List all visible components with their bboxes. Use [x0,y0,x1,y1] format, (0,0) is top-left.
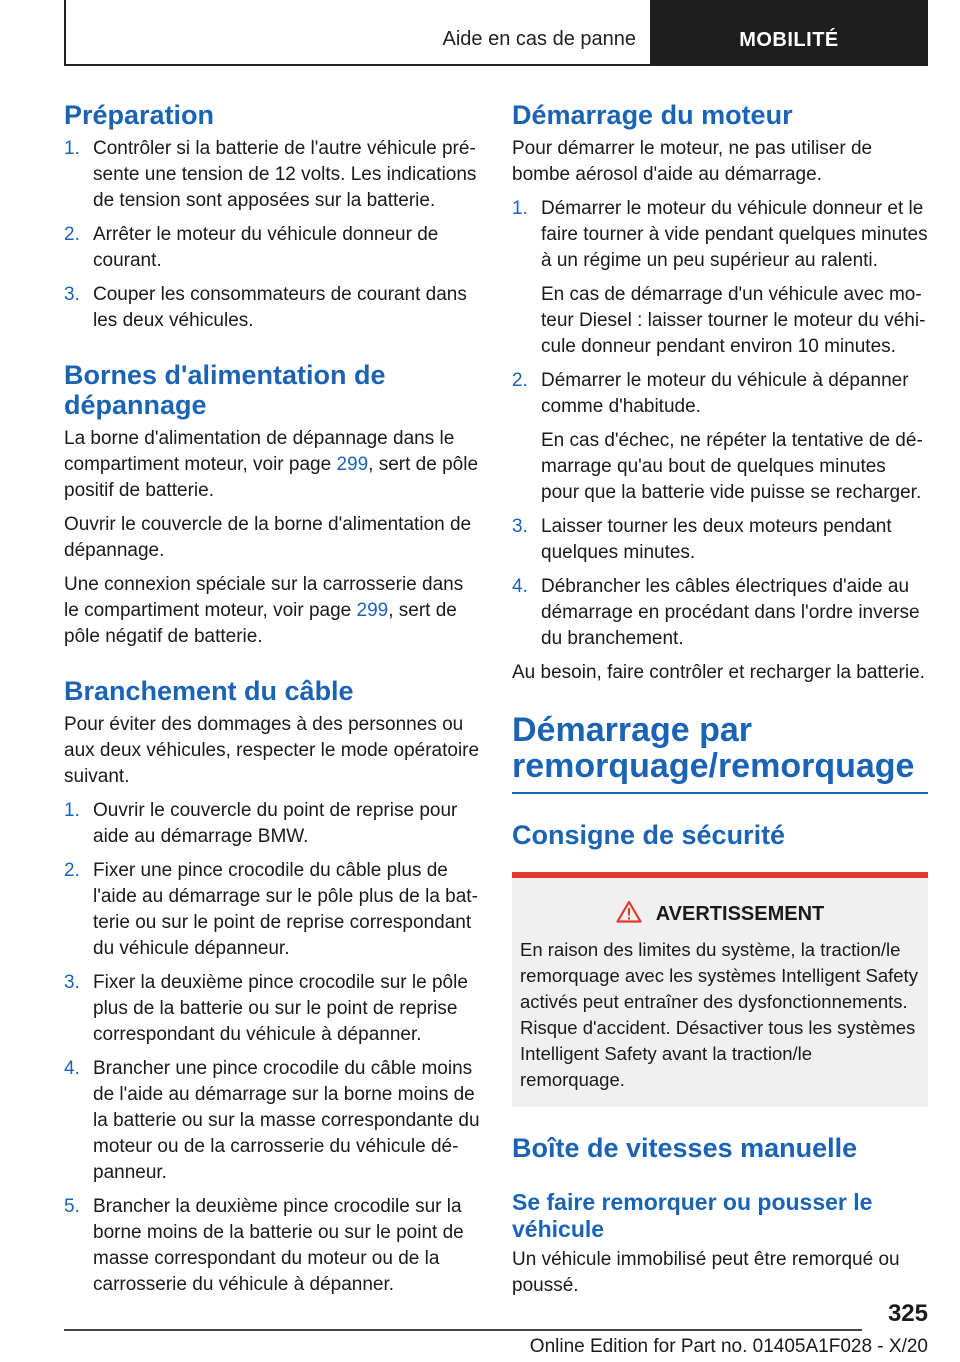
step-subtext: En cas de démarrage d'un véhicule avec moteur Diesel : laisser tourner le moteur du véhicule donneur pendant environ 10 minutes. [541,284,926,357]
heading-preparation: Préparation [64,100,215,130]
step-number: 2. [512,370,528,391]
list-item [64,136,480,214]
step-number: 5. [64,1196,80,1217]
page-header [64,0,928,66]
step-text: Débrancher les câbles électriques d'aide au démarrage en procédant dans l'ordre inverse du branchement. [541,576,920,649]
bornes-p1-text: La borne d'alimentation de dépannage dans le compartiment moteur, voir page [64,428,455,475]
step-text: Brancher la deuxième pince crocodile sur la borne moins de la batterie ou sur le point de masse correspondant du moteur ou de la carrosserie du véhicule à dépanner. [93,1196,464,1295]
heading-boite: Boîte de vitesses manuelle [512,1133,858,1163]
heading-branchement: Branchement du câble [64,676,354,706]
step-number: 2. [64,224,80,245]
list-item [64,970,480,1048]
page-link-299[interactable]: 299 [356,600,389,621]
right-column [512,100,928,1307]
boite-text: Un véhicule immobilisé peut être remorqué ou poussé. [512,1249,900,1296]
warning-header [520,900,920,929]
step-number: 1. [512,198,528,219]
step-text: Laisser tourner les deux moteurs pendant quelques minutes. [541,516,892,563]
bornes-paragraph-3 [64,572,480,650]
list-item [64,858,480,962]
heading-demarrage: Démarrage du moteur [512,100,793,130]
step-number: 3. [64,972,80,993]
bornes-p3-text: Une connexion spéciale sur la carrosserie dans le compartiment moteur, voir page [64,574,464,621]
step-text: Arrêter le moteur du véhicule donneur de courant. [93,224,439,271]
step-text: Démarrer le moteur du véhicule donneur et le faire tourner à vide pendant quelques minutes à un régime un peu supérieur au ralenti. [541,198,928,271]
left-column [64,100,480,1306]
list-item [512,574,928,652]
heading-securite: Consigne de sécurité [512,820,786,850]
list-item [512,368,928,506]
bornes-p1-text-end: , sert de pôle positif de batterie. [64,454,479,501]
step-number: 4. [64,1058,80,1079]
bornes-p3-text-end: , sert de pôle négatif de batterie. [64,600,457,647]
step-number: 4. [512,576,528,597]
demarrage-outro: Au besoin, faire contrôler et recharger la batterie. [512,662,925,683]
heading-bornes: Bornes d'alimentation de dépannage [64,360,386,420]
footer-divider [64,1329,862,1331]
list-item [512,514,928,566]
step-text: Ouvrir le couvercle du point de reprise pour aide au démarrage BMW. [93,800,458,847]
step-number: 3. [512,516,528,537]
list-item [64,1056,480,1186]
page-link-299[interactable]: 299 [336,454,369,475]
step-text: Brancher une pince crocodile du câble moins de l'aide au démarrage sur la borne moins de la batterie ou sur la masse correspondante du moteur ou de la carrosserie du véhicule dépanneur. [93,1058,480,1183]
footer-edition: Online Edition for Part no. 01405A1F028 - X/20 [529,1336,928,1357]
preparation-steps [64,136,480,334]
warning-title: AVERTISSEMENT [655,903,825,925]
branchement-steps [64,798,480,1298]
list-item [64,282,480,334]
demarrage-steps [512,196,928,652]
subheading-remorquer: Se faire remorquer ou pousser le véhicule [512,1189,873,1242]
list-item [64,1194,480,1298]
step-number: 1. [64,800,80,821]
step-number: 3. [64,284,80,305]
step-number: 2. [64,860,80,881]
header-section-box [64,0,650,66]
step-number: 1. [64,138,80,159]
header-chapter-tab [650,0,928,66]
heading-remorquage: Démarrage par remorquage/remorquage [512,712,928,794]
warning-text: En raison des limites du système, la traction/le remorquage avec les systèmes Intelligent Safety activés peut entraîner des dysfonctionnements. Risque d'accident. Désactiver tous les systèmes Intelligent Safety avant la traction/le remorquage. [520,939,918,1090]
demarrage-intro: Pour démarrer le moteur, ne pas utiliser de bombe aérosol d'aide au démarrage. [512,138,873,185]
warning-triangle-icon [616,900,642,929]
page-number: 325 [887,1300,928,1327]
bornes-paragraph-2: Ouvrir le couvercle de la borne d'alimentation de dépannage. [64,514,472,561]
header-chapter-title: MOBILITÉ [739,29,839,51]
warning-box [512,872,928,1107]
bornes-paragraph-1 [64,426,480,504]
step-text: Fixer une pince crocodile du câble plus de l'aide au démarrage sur le pôle plus de la batterie ou sur le point de reprise correspondant du véhicule dépanneur. [93,860,478,959]
list-item [64,222,480,274]
step-subtext: En cas d'échec, ne répéter la tentative de démarrage qu'au bout de quelques minutes pour que la batterie vide puisse se recharger. [541,430,923,503]
step-text: Fixer la deuxième pince crocodile sur le pôle plus de la batterie ou sur le point de reprise correspondant du véhicule à dépanner. [93,972,468,1045]
header-section-title: Aide en cas de panne [442,28,636,50]
list-item [512,196,928,360]
branchement-intro: Pour éviter des dommages à des personnes ou aux deux véhicules, respecter le mode opératoire suivant. [64,714,480,787]
step-text: Démarrer le moteur du véhicule à dépanner comme d'habitude. [541,370,909,417]
step-text: Contrôler si la batterie de l'autre véhicule présente une tension de 12 volts. Les indications de tension sont apposées sur la batterie. [93,138,477,211]
list-item [64,798,480,850]
step-text: Couper les consommateurs de courant dans les deux véhicules. [93,284,467,331]
